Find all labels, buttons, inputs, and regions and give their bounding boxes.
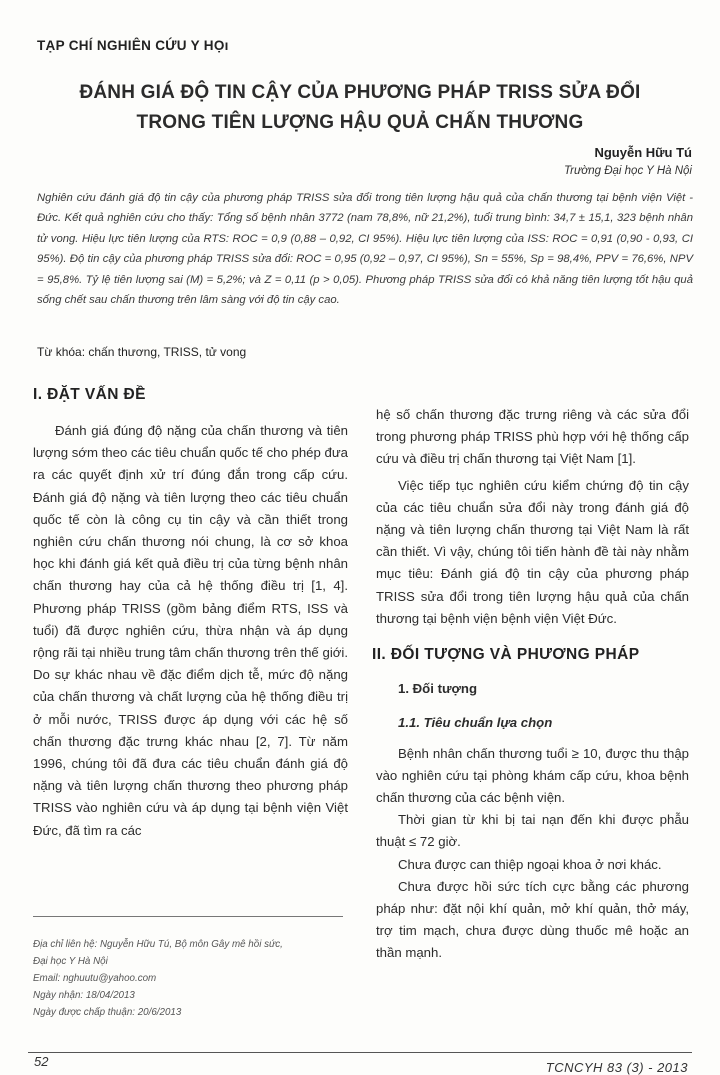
criteria-item-4: Chưa được hồi sức tích cực bằng các phương pháp như: đặt nội khí quản, mở khí quản, thở máy, trợ tim mạch, chưa được dùng thuốc mê hoặc an thần mạnh. xyxy=(376,878,689,961)
footnote-received: Ngày nhận: 18/04/2013 xyxy=(33,990,135,1001)
footnote-divider xyxy=(33,916,343,917)
title-line-1: ĐÁNH GIÁ ĐỘ TIN CẬY CỦA PHƯƠNG PHÁP TRISS SỬA ĐỔI xyxy=(79,82,641,103)
criteria-item-2: Thời gian từ khi bị tai nạn đến khi được phẫu thuật ≤ 72 giờ. xyxy=(376,812,689,850)
abstract: Nghiên cứu đánh giá độ tin cậy của phương pháp TRISS sửa đổi trong tiên lượng hậu quả của chấn thương tại bệnh viện Việt - Đức. Kết quả nghiên cứu cho thấy: Tổng số bệnh nhân 3772 (nam 78,8%, nữ 21,2%), tuổi trung bình: 34,7 ± 15,1, 323 bệnh nhân tử vong. Hiệu lực tiên lượng của RTS: ROC = 0,9 (0,88 – 0,92, CI 95%). Hiệu lực tiên lượng của ISS: ROC = 0,91 (0,90 - 0,93, CI 95%). Độ tin cậy của phương pháp TRISS sửa đổi: ROC = 0,95 (0,92 – 0,97, CI 95%), Sn = 55%, Sp = 98,4%, PPV = 76,6%, NPV = 95,8%. Tỷ lệ tiên lượng sai (M) = 5,2%; và Z = 0,11 (p > 0,05). Phương pháp TRISS sửa đổi có khả năng tiên lượng tốt hậu quả sống chết sau chấn thương trên lâm sàng với độ tin cậy cao. xyxy=(37,192,693,307)
left-column xyxy=(33,420,348,842)
author-name: Nguyễn Hữu Tú xyxy=(594,145,692,160)
footnote-accepted: Ngày được chấp thuận: 20/6/2013 xyxy=(33,1007,182,1018)
footnote-institution: Đại học Y Hà Nội xyxy=(33,956,108,967)
title-line-2: TRONG TIÊN LƯỢNG HẬU QUẢ CHẤN THƯƠNG xyxy=(136,112,584,133)
subsection-1-1-heading: 1.1. Tiêu chuẩn lựa chọn xyxy=(398,715,553,731)
intro-paragraph-1-continued: hệ số chấn thương đặc trưng riêng và các sửa đổi trong phương pháp TRISS phù hợp với hệ thống cấp cứu và điều trị chấn thương tại Việt Nam [1]. xyxy=(376,407,689,467)
footer-divider xyxy=(28,1052,692,1053)
right-column xyxy=(372,404,689,965)
intro-paragraph-1: Đánh giá đúng độ nặng của chấn thương và tiên lượng sớm theo các tiêu chuẩn quốc tế cho phép đưa ra các quyết định xử trí đúng đắn trong cấp cứu. Đánh giá độ nặng và tiên lượng theo các tiêu chuẩn quốc tế còn là công cụ tin cậy và cần thiết trong nghiên cứu chấn thương nói chung, là cơ sở khoa học khi đánh giá kết quả điều trị của từng bệnh nhân chấn thương hay của cả hệ thống điều trị [1, 4]. Phương pháp TRISS (gồm bảng điểm RTS, ISS và tuổi) đã được nghiên cứu, thừa nhận và áp dụng rộng rãi tại nhiều trung tâm chấn thương trên thế giới. Do sự khác nhau về đặc điểm dịch tễ, mức độ nặng của chấn thương và chất lượng của hệ thống điều trị ở mỗi nước, TRISS được áp dụng với các hệ số chấn thương đặc trưng khác nhau [2, 7]. Từ năm 1996, chúng tôi đã đưa các tiêu chuẩn đánh giá độ nặng và tiên lượng chấn thương theo phương pháp TRISS vào nghiên cứu và áp dụng tại bệnh viện Việt Đức, đã tìm ra các xyxy=(33,423,349,838)
author-affiliation: Trường Đại học Y Hà Nội xyxy=(563,165,692,177)
journal-name: TẠP CHÍ NGHIÊN CỨU Y HỌı xyxy=(37,38,229,53)
criteria-item-3: Chưa được can thiệp ngoại khoa ở nơi khác. xyxy=(398,856,662,872)
journal-issue: TCNCYH 83 (3) - 2013 xyxy=(545,1060,688,1075)
footnotes xyxy=(33,936,353,1021)
intro-paragraph-2: Việc tiếp tục nghiên cứu kiểm chứng độ tin cậy của các tiêu chuẩn sửa đổi này trong đánh giá độ nặng và tiên lượng chấn thương tại Việt Nam là rất cần thiết. Vì vậy, chúng tôi tiến hành đề tài này nhằm mục tiêu: Đánh giá độ tin cậy của phương pháp TRISS sửa đổi trong tiên lượng hậu quả của chấn thương tại bệnh viện bệnh viện Việt Đức. xyxy=(376,477,689,626)
keywords: Từ khóa: chấn thương, TRISS, tử vong xyxy=(37,345,247,359)
subsection-1-heading: 1. Đối tượng xyxy=(398,681,477,697)
page-number: 52 xyxy=(34,1054,49,1069)
criteria-item-1: Bệnh nhân chấn thương tuổi ≥ 10, được thu thập vào nghiên cứu tại phòng khám cấp cứu, khoa bệnh chấn thương của các bệnh viện. xyxy=(376,745,689,806)
footnote-email: Email: nghuutu@yahoo.com xyxy=(33,973,157,984)
article-title xyxy=(0,78,720,138)
section-2-heading: II. ĐỐI TƯỢNG VÀ PHƯƠNG PHÁP xyxy=(372,646,640,664)
section-1-heading: I. ĐẶT VẤN ĐỀ xyxy=(33,386,146,403)
footnote-contact: Địa chỉ liên hệ: Nguyễn Hữu Tú, Bộ môn Gây mê hồi sức, xyxy=(33,939,283,950)
